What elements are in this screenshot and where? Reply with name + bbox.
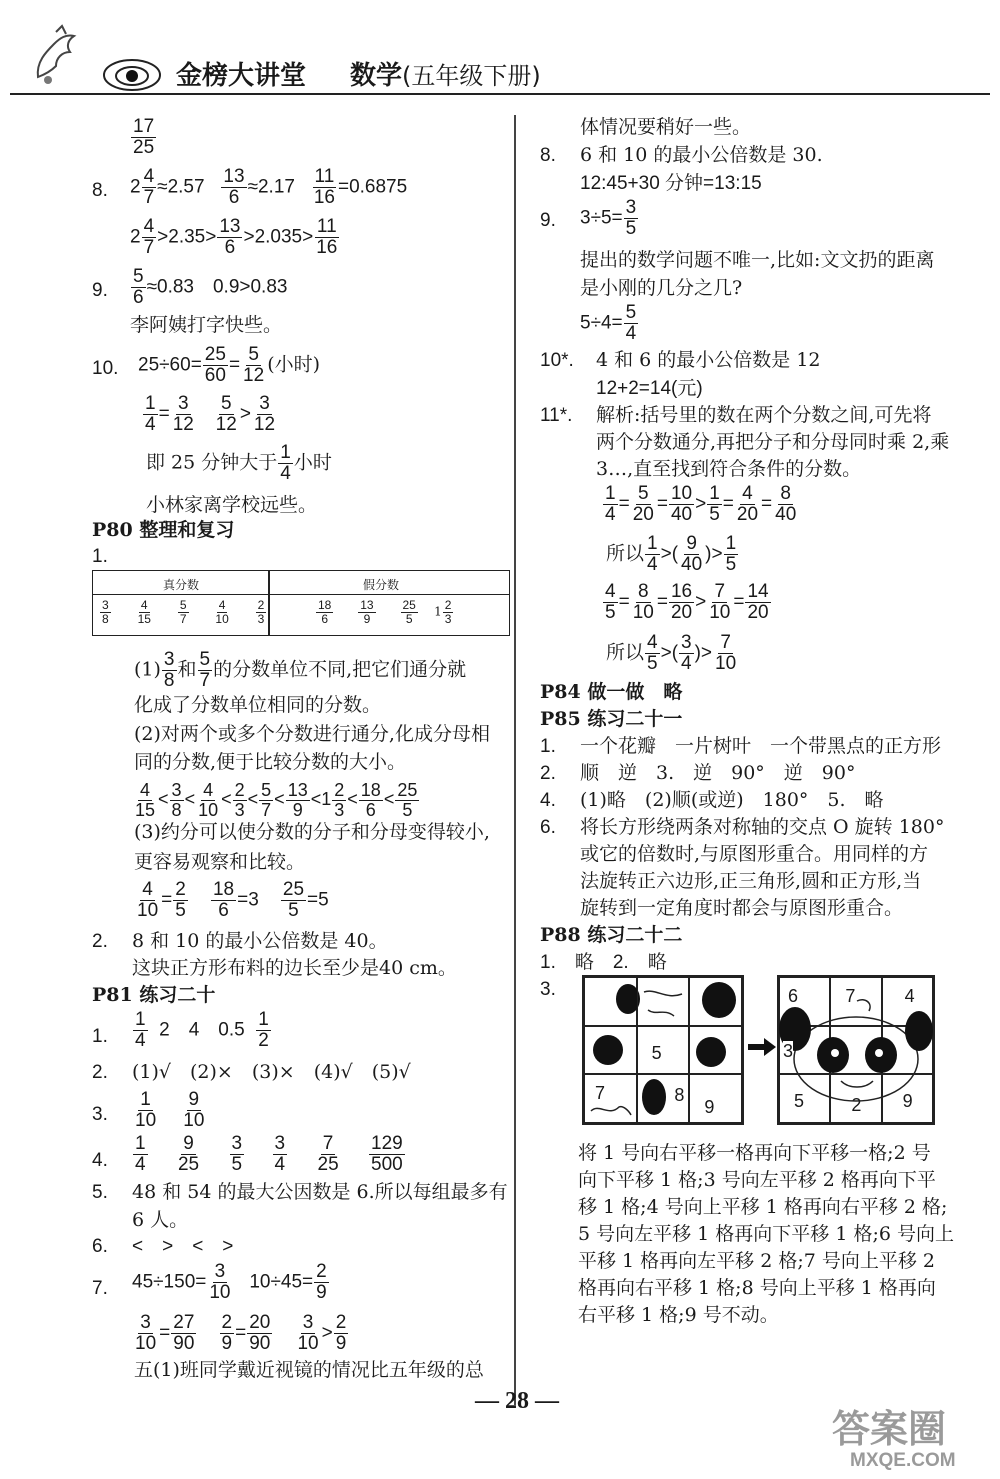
e7-num: 7. <box>92 1278 108 1299</box>
f2-answer: 顺 逆 3. 逆 90° 逆 90° <box>580 762 856 784</box>
grid1-cell-2 <box>637 977 690 1026</box>
r9-line4: 5÷4= $\frac{5}{4}$ <box>580 302 637 344</box>
e7-line2: $\frac{3}{10}$ = $\frac{27}{90}$ $\frac{2}{9}$ = $\frac{20}{90}$ $\frac{3}{10}$ > $\frac{2}{9}$ <box>135 1312 347 1354</box>
f6-num: 6. <box>540 817 556 838</box>
arrow-right-icon <box>748 1038 776 1061</box>
f1-answer: 一个花瓣 一片树叶 一个带黑点的正方形 <box>580 735 942 757</box>
panda-eye-patch <box>702 982 736 1018</box>
q10-line3: 即 25 分钟大于 $\frac{1}{4}$ 小时 <box>146 442 332 484</box>
gt-line5: 平移 1 格再向左平移 2 格;7 号向上平移 2 <box>578 1250 935 1272</box>
e2-num: 2. <box>92 1062 108 1083</box>
panda-ear-patch <box>642 1079 666 1115</box>
g3-num: 3. <box>540 979 556 1000</box>
r9-num: 9. <box>540 210 556 231</box>
p88-heading: P88 练习二十二 <box>540 924 683 946</box>
r11-line4: $\frac{1}{4}$ = $\frac{5}{20}$ = $\frac{10}{40}$ > $\frac{1}{5}$ = $\frac{4}{20}$ = $\frac{8}{40}$ <box>605 483 797 525</box>
q2-line2: 这块正方形布料的边长至少是40 cm。 <box>132 957 457 979</box>
table-header-proper: 真分数 <box>163 578 200 592</box>
q10-num: 10. <box>92 358 119 379</box>
header-subject-text: 数学 <box>350 61 403 91</box>
e2-answer: (1)√ (2)× (3)× (4)√ (5)√ <box>132 1061 411 1083</box>
r9-line3: 是小刚的几分之几? <box>580 277 743 299</box>
grid2-cell-7: 5 <box>779 1074 830 1123</box>
r0-text: 体情况要稍好一些。 <box>580 116 752 138</box>
grid2-label-3: 3 <box>783 1041 794 1061</box>
f1-num: 1. <box>540 736 556 757</box>
e7-text: 五(1)班同学戴近视镜的情况比五年级的总 <box>134 1359 484 1381</box>
f6-line4: 旋转到一定角度时都会与原图形重合。 <box>580 897 904 919</box>
r11-line6: $\frac{4}{5}$ = $\frac{8}{10}$ = $\frac{16}{20}$ > $\frac{7}{10}$ = $\frac{14}{20}$ <box>605 581 769 623</box>
e6-answer: < > < > <box>132 1236 234 1257</box>
e1-num: 1. <box>92 1026 108 1047</box>
e4-answer: $\frac{1}{4}$ $\frac{9}{25}$ $\frac{3}{5}$ $\frac{3}{4}$ $\frac{7}{25}$ $\frac{129}{500}$ <box>135 1133 403 1175</box>
f4-answer: (1)略 (2)顺(或逆) 180° 5. 略 <box>580 789 884 811</box>
panda-mouth-outline <box>589 1101 633 1121</box>
s1-line1: (1) $\frac{3}{8}$ 和 $\frac{5}{7}$ 的分数单位不同,把它们通分就 <box>134 649 467 691</box>
e4-num: 4. <box>92 1150 108 1171</box>
left-frac-17-25: $\frac{17}{25}$ <box>133 116 155 158</box>
e5-num: 5. <box>92 1182 108 1203</box>
panda-puzzle-scrambled <box>582 975 744 1125</box>
q10-line1: 25÷60= $\frac{25}{60}$ = $\frac{5}{12}$ (小时) <box>138 344 321 386</box>
grid2-cell-9: 9 <box>882 1074 933 1123</box>
grid2-cell-2: 7 <box>830 977 881 1026</box>
s3-line2: 更容易观察和比较。 <box>134 851 306 873</box>
g1-answer: 1. 略 2. 略 <box>540 952 667 973</box>
q8-num: 8. <box>92 180 108 201</box>
q8-line1: 2 $\frac{4}{7}$ ≈2.57 $\frac{13}{6}$ ≈2.17 $\frac{11}{16}$ =0.6875 <box>130 166 408 208</box>
r9-line2: 提出的数学问题不唯一,比如:文文扔的距离 <box>580 249 935 271</box>
panda-face-icon <box>779 977 933 1123</box>
s1-line2: 化成了分数单位相同的分数。 <box>134 694 382 716</box>
panda-eye-patch <box>593 1035 623 1065</box>
gt-line7: 右平移 1 格;9 号不动。 <box>578 1304 779 1326</box>
r8-num: 8. <box>540 145 556 166</box>
table-improper-fractions: $\frac{18}{6}$ $\frac{13}{9}$ $\frac{25}{5}$ 1 $\frac{2}{3}$ <box>318 598 452 626</box>
grid2-cell-8: 2 <box>830 1074 881 1123</box>
p80-heading: P80 整理和复习 <box>92 519 235 541</box>
p85-heading: P85 练习二十一 <box>540 708 683 730</box>
q2-num: 2. <box>92 931 108 952</box>
header-logo-icon <box>26 22 86 86</box>
f6-line1: 将长方形绕两条对称轴的交点 O 旋转 180° <box>580 816 945 838</box>
grid1-cell-3 <box>689 977 742 1026</box>
r11-num: 11*. <box>540 405 573 426</box>
table-proper-fractions: $\frac{3}{8}$ $\frac{4}{15}$ $\frac{5}{7}$ $\frac{4}{10}$ $\frac{2}{3}$ <box>102 598 265 626</box>
table-header-improper: 假分数 <box>363 578 400 592</box>
r10-line2: 12+2=14(元) <box>596 378 703 399</box>
r10-line1: 4 和 6 的最小公倍数是 12 <box>596 349 821 371</box>
r11-line7: 所以 $\frac{4}{5}$ >( $\frac{3}{4}$ )> $\frac{7}{10}$ <box>606 632 737 674</box>
f2-num: 2. <box>540 763 556 784</box>
watermark-url: MXQE.COM <box>850 1450 956 1471</box>
grid1-cell-4 <box>584 1026 637 1075</box>
s3-line3: $\frac{4}{10}$ = $\frac{2}{5}$ $\frac{18}{6}$ =3 $\frac{25}{5}$ =5 <box>137 879 329 921</box>
grid1-cell-9: 9 <box>689 1074 742 1123</box>
page-number: — 28 — <box>475 1388 559 1414</box>
gt-line3: 移 1 格;4 号向上平移 1 格再向右平移 2 格; <box>578 1196 948 1218</box>
s3-line1: (3)约分可以使分数的分子和分母变得较小, <box>134 821 490 843</box>
r8-line1: 6 和 10 的最小公倍数是 30. <box>580 144 823 166</box>
gt-line2: 向下平移 1 格;3 号向左平移 2 格再向下平 <box>578 1169 936 1191</box>
p84-heading: P84 做一做 略 <box>540 681 683 703</box>
p80-q1-num: 1. <box>92 546 108 567</box>
grid1-cell-6 <box>689 1026 742 1075</box>
grid2-cell-1: 6 <box>779 977 830 1026</box>
q9-line1: $\frac{5}{6}$ ≈0.83 0.9>0.83 <box>133 266 288 308</box>
e5-line1: 48 和 54 的最大公因数是 6.所以每组最多有 <box>132 1181 508 1203</box>
e3-answer: $\frac{1}{10}$ $\frac{9}{10}$ <box>135 1089 205 1131</box>
r11-line1: 解析:括号里的数在两个分数之间,可先将 <box>596 404 932 426</box>
header-grade: (五年级下册) <box>402 62 541 90</box>
gt-line1: 将 1 号向右平移一格再向下平移一格;2 号 <box>578 1142 931 1164</box>
e7-line1: 45÷150= $\frac{3}{10}$ 10÷45= $\frac{2}{9}$ <box>132 1261 327 1303</box>
r11-line5: 所以 $\frac{1}{4}$ >( $\frac{9}{40}$ )> $\frac{1}{5}$ <box>606 533 737 575</box>
gt-line4: 5 号向左平移 1 格再向下平移 1 格;6 号向上 <box>578 1223 954 1245</box>
grid2-cell-3: 4 <box>882 977 933 1026</box>
q8-line2: 2 $\frac{4}{7}$ >2.35> $\frac{13}{6}$ >2.035> $\frac{11}{16}$ <box>130 216 338 258</box>
r11-line2: 两个分数通分,再把分子和分母同时乘 2,乘 <box>596 431 950 453</box>
r11-line3: 3…,直至找到符合条件的分数。 <box>596 458 862 480</box>
s2-line2: 同的分数,便于比较分数的大小。 <box>134 751 407 773</box>
header-eye-logo-icon <box>102 58 162 92</box>
grid1-cell-7: 7 <box>584 1074 637 1123</box>
r10-num: 10*. <box>540 350 574 371</box>
fraction-table <box>92 570 510 636</box>
gt-line6: 格再向右平移 1 格;8 号向上平移 1 格再向 <box>578 1277 936 1299</box>
e3-num: 3. <box>92 1104 108 1125</box>
q10-text: 小林家离学校远些。 <box>146 494 318 516</box>
column-divider <box>514 115 516 1405</box>
panda-ear-outline <box>642 986 686 1022</box>
grid1-cell-1 <box>584 977 637 1026</box>
q10-line2: $\frac{1}{4}$ = $\frac{3}{12}$ $\frac{5}{12}$ > $\frac{3}{12}$ <box>145 393 276 435</box>
e1-answer: $\frac{1}{4}$ 2 4 0.5 $\frac{1}{2}$ <box>135 1009 269 1051</box>
s2-line1: (2)对两个或多个分数进行通分,化成分母相 <box>134 723 490 745</box>
f6-line2: 或它的倍数时,与原图形重合。用同样的方 <box>580 843 929 865</box>
e5-line2: 6 人。 <box>132 1209 189 1231</box>
r8-line2: 12:45+30 分钟=13:15 <box>580 173 762 194</box>
grid1-cell-8: 8 <box>637 1074 690 1123</box>
q9-num: 9. <box>92 280 108 301</box>
f4-num: 4. <box>540 790 556 811</box>
panda-puzzle-solved <box>777 975 935 1125</box>
q9-text: 李阿姨打字快些。 <box>130 314 283 336</box>
header-subject <box>350 62 541 92</box>
watermark-logo: 答案圈 <box>832 1407 947 1451</box>
header-rule <box>10 93 990 95</box>
r9-line1: 3÷5= $\frac{3}{5}$ <box>580 197 637 239</box>
q2-line1: 8 和 10 的最小公倍数是 40。 <box>132 930 388 952</box>
panda-eye-patch <box>696 1037 726 1067</box>
header-title: 金榜大讲堂 <box>176 61 307 91</box>
p81-heading: P81 练习二十 <box>92 984 216 1006</box>
fraction-inequality: $\frac{4}{15}$ < $\frac{3}{8}$ < $\frac{4}{10}$ < $\frac{2}{3}$ < $\frac{5}{7}$ < $\frac{13}{9}$ <1 $\frac{2}{3}$ < $\frac{18}{6}$ < $\frac{25}{5}$ <box>135 780 418 820</box>
e6-num: 6. <box>92 1236 108 1257</box>
grid1-cell-5: 5 <box>637 1026 690 1075</box>
f6-line3: 法旋转正六边形,正三角形,圆和正方形,当 <box>580 870 922 892</box>
